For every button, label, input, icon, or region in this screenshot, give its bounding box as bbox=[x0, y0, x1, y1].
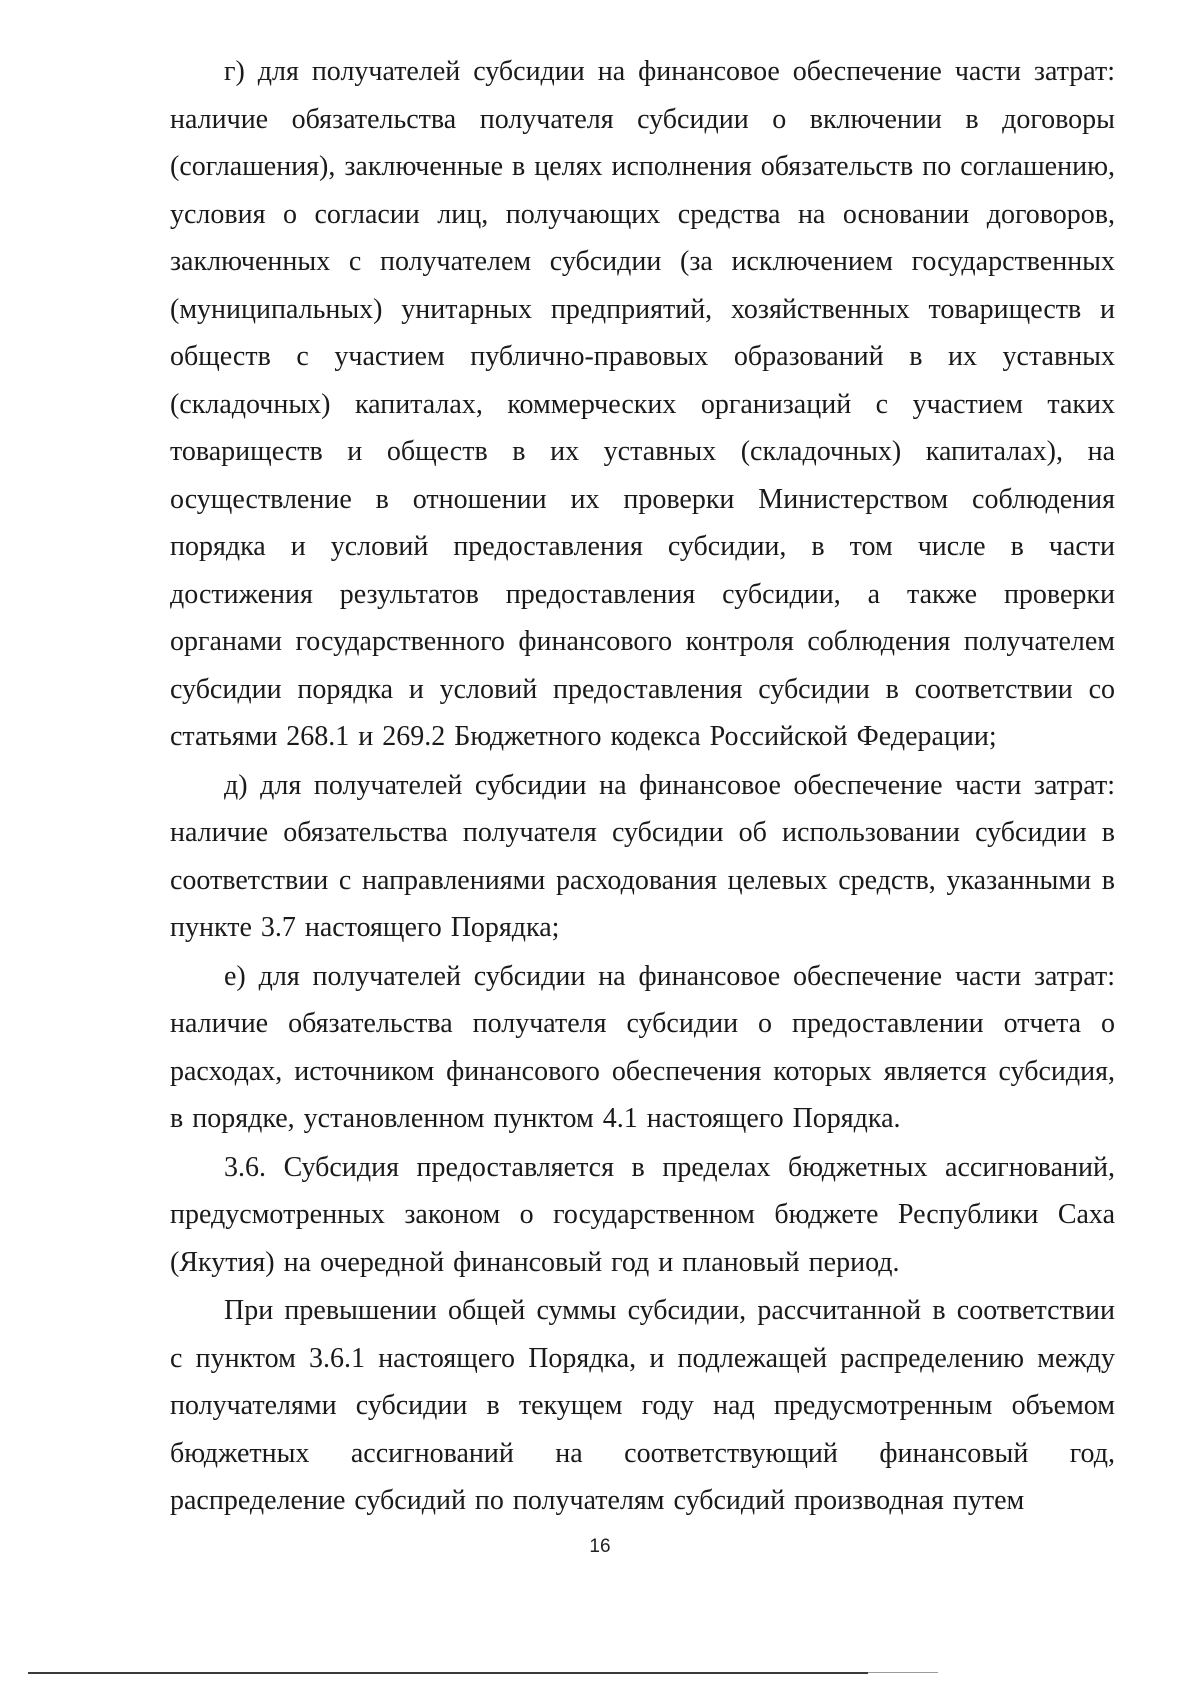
document-body bbox=[170, 48, 1115, 1526]
paragraph-d-subsidy-usage: д) для получателей субсидии на финансовое обеспечение части затрат: наличие обязательства получателя субсидии об использовании субсидии в соответствии с направлениями расходования целевых средств, указанными в пункте 3.7 настоящего Порядка; bbox=[170, 769, 1115, 943]
bottom-scan-line bbox=[28, 1672, 868, 1674]
paragraph-g-subsidy-obligation: г) для получателей субсидии на финансовое обеспечение части затрат: наличие обязательства получателя субсидии о включении в договоры (соглашения), заключенные в целях исполнения обязательств по соглашению, условия о согласии лиц, получающих средства на основании договоров, заключенных с получателем субсидии (за исключением государственных (муниципальных) унитарных предприятий, хозяйственных товариществ и обществ с участием публично-правовых образований в их уставных (складочных) капиталах, коммерческих организаций с участием таких товариществ и обществ в их уставных (складочных) капиталах), на осуществление в отношении их проверки Министерством соблюдения порядка и условий предоставления субсидии, в том числе в части достижения результатов предоставления субсидии, а также проверки органами государственного финансового контроля соблюдения получателем субсидии порядка и условий предоставления субсидии в соответствии со статьями 268.1 и 269.2 Бюджетного кодекса Российской Федерации; bbox=[170, 56, 1115, 752]
bottom-scan-line-faint bbox=[868, 1672, 938, 1673]
paragraph-excess-distribution: При превышении общей суммы субсидии, рассчитанной в соответствии с пунктом 3.6.1 настоящего Порядка, и подлежащей распределению между получателями субсидии в текущем году над предусмотренным объемом бюджетных ассигнований на соответствующий финансовый год, распределение субсидий по получателям субсидий производная путем bbox=[170, 1295, 1115, 1516]
page-number: 16 bbox=[589, 1536, 611, 1557]
paragraph-3-6-budget-limits: 3.6. Субсидия предоставляется в пределах бюджетных ассигнований, предусмотренных законом о государственном бюджете Республики Саха (Якутия) на очередной финансовый год и плановый период. bbox=[170, 1151, 1115, 1278]
paragraph-e-subsidy-report: е) для получателей субсидии на финансовое обеспечение части затрат: наличие обязательства получателя субсидии о предоставлении отчета о расходах, источником финансового обеспечения которых является субсидия, в порядке, установленном пунктом 4.1 настоящего Порядка. bbox=[170, 960, 1115, 1134]
